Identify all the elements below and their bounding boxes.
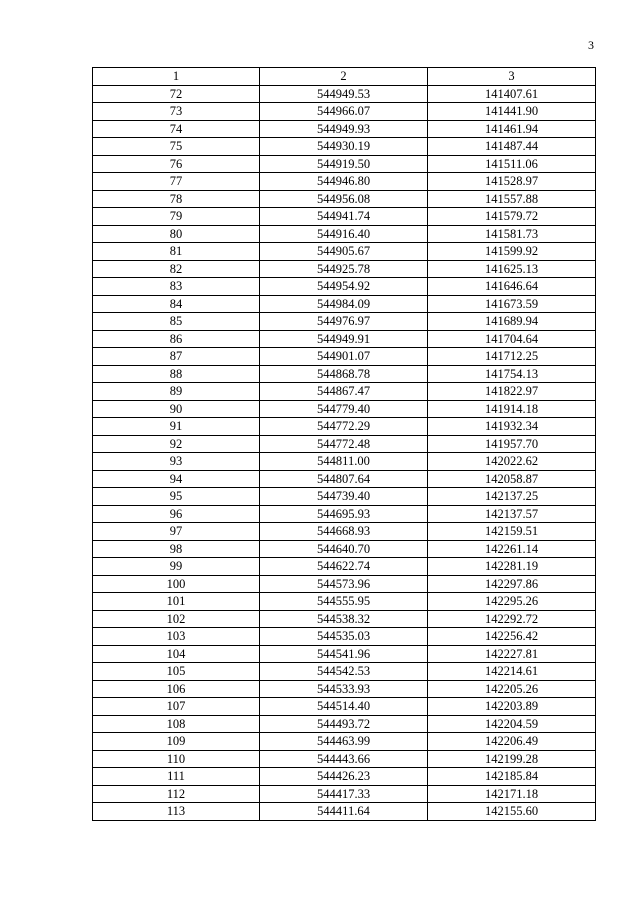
table-body — [93, 85, 596, 820]
cell-y-coordinate: 141599.92 — [428, 243, 596, 261]
cell-x-coordinate: 544772.48 — [260, 435, 428, 453]
table-row — [93, 418, 596, 436]
cell-y-coordinate: 141441.90 — [428, 103, 596, 121]
cell-x-coordinate: 544868.78 — [260, 365, 428, 383]
cell-point-number: 77 — [93, 173, 260, 191]
cell-x-coordinate: 544949.91 — [260, 330, 428, 348]
cell-y-coordinate: 141579.72 — [428, 208, 596, 226]
page-number: 3 — [588, 38, 594, 52]
cell-y-coordinate: 141625.13 — [428, 260, 596, 278]
table-row — [93, 540, 596, 558]
cell-x-coordinate: 544984.09 — [260, 295, 428, 313]
cell-x-coordinate: 544807.64 — [260, 470, 428, 488]
cell-y-coordinate: 141689.94 — [428, 313, 596, 331]
cell-y-coordinate: 141957.70 — [428, 435, 596, 453]
table-row — [93, 225, 596, 243]
cell-point-number: 96 — [93, 505, 260, 523]
table-row — [93, 785, 596, 803]
cell-y-coordinate: 141461.94 — [428, 120, 596, 138]
cell-y-coordinate: 141914.18 — [428, 400, 596, 418]
cell-point-number: 100 — [93, 575, 260, 593]
table-row — [93, 715, 596, 733]
table-row — [93, 453, 596, 471]
table-row — [93, 295, 596, 313]
cell-x-coordinate: 544514.40 — [260, 698, 428, 716]
cell-point-number: 101 — [93, 593, 260, 611]
cell-y-coordinate: 141646.64 — [428, 278, 596, 296]
cell-point-number: 86 — [93, 330, 260, 348]
table-row — [93, 85, 596, 103]
table-row — [93, 593, 596, 611]
table-row — [93, 365, 596, 383]
cell-point-number: 106 — [93, 680, 260, 698]
table-row — [93, 260, 596, 278]
cell-point-number: 109 — [93, 733, 260, 751]
cell-point-number: 93 — [93, 453, 260, 471]
cell-x-coordinate: 544966.07 — [260, 103, 428, 121]
cell-y-coordinate: 142155.60 — [428, 803, 596, 821]
cell-y-coordinate: 142137.57 — [428, 505, 596, 523]
table-row — [93, 523, 596, 541]
cell-x-coordinate: 544463.99 — [260, 733, 428, 751]
table-row — [93, 610, 596, 628]
table-row — [93, 470, 596, 488]
table-row — [93, 190, 596, 208]
cell-x-coordinate: 544949.93 — [260, 120, 428, 138]
cell-point-number: 113 — [93, 803, 260, 821]
table-header-row — [93, 68, 596, 86]
cell-y-coordinate: 142292.72 — [428, 610, 596, 628]
table-row — [93, 103, 596, 121]
cell-x-coordinate: 544901.07 — [260, 348, 428, 366]
cell-y-coordinate: 142137.25 — [428, 488, 596, 506]
cell-point-number: 91 — [93, 418, 260, 436]
cell-x-coordinate: 544555.95 — [260, 593, 428, 611]
cell-x-coordinate: 544925.78 — [260, 260, 428, 278]
cell-point-number: 95 — [93, 488, 260, 506]
cell-x-coordinate: 544573.96 — [260, 575, 428, 593]
cell-y-coordinate: 142281.19 — [428, 558, 596, 576]
cell-x-coordinate: 544954.92 — [260, 278, 428, 296]
cell-point-number: 74 — [93, 120, 260, 138]
cell-y-coordinate: 142206.49 — [428, 733, 596, 751]
cell-point-number: 87 — [93, 348, 260, 366]
cell-point-number: 98 — [93, 540, 260, 558]
cell-point-number: 107 — [93, 698, 260, 716]
cell-point-number: 72 — [93, 85, 260, 103]
table-row — [93, 505, 596, 523]
cell-y-coordinate: 142214.61 — [428, 663, 596, 681]
cell-x-coordinate: 544956.08 — [260, 190, 428, 208]
table-row — [93, 278, 596, 296]
cell-y-coordinate: 142297.86 — [428, 575, 596, 593]
cell-x-coordinate: 544867.47 — [260, 383, 428, 401]
cell-x-coordinate: 544779.40 — [260, 400, 428, 418]
cell-point-number: 92 — [93, 435, 260, 453]
cell-x-coordinate: 544772.29 — [260, 418, 428, 436]
cell-point-number: 110 — [93, 750, 260, 768]
table-row — [93, 558, 596, 576]
cell-point-number: 99 — [93, 558, 260, 576]
cell-x-coordinate: 544916.40 — [260, 225, 428, 243]
table-row — [93, 803, 596, 821]
cell-point-number: 112 — [93, 785, 260, 803]
cell-x-coordinate: 544443.66 — [260, 750, 428, 768]
cell-x-coordinate: 544535.03 — [260, 628, 428, 646]
table-row — [93, 680, 596, 698]
cell-y-coordinate: 142256.42 — [428, 628, 596, 646]
cell-point-number: 83 — [93, 278, 260, 296]
cell-y-coordinate: 141407.61 — [428, 85, 596, 103]
cell-y-coordinate: 141712.25 — [428, 348, 596, 366]
table-row — [93, 698, 596, 716]
table-row — [93, 313, 596, 331]
cell-point-number: 88 — [93, 365, 260, 383]
column-header-y: 3 — [428, 68, 596, 86]
cell-y-coordinate: 142227.81 — [428, 645, 596, 663]
cell-x-coordinate: 544695.93 — [260, 505, 428, 523]
table-row — [93, 173, 596, 191]
cell-y-coordinate: 141704.64 — [428, 330, 596, 348]
cell-x-coordinate: 544493.72 — [260, 715, 428, 733]
cell-y-coordinate: 141528.97 — [428, 173, 596, 191]
cell-y-coordinate: 142171.18 — [428, 785, 596, 803]
table-row — [93, 120, 596, 138]
cell-x-coordinate: 544417.33 — [260, 785, 428, 803]
cell-x-coordinate: 544411.64 — [260, 803, 428, 821]
cell-point-number: 79 — [93, 208, 260, 226]
cell-y-coordinate: 141557.88 — [428, 190, 596, 208]
table-row — [93, 138, 596, 156]
cell-x-coordinate: 544905.67 — [260, 243, 428, 261]
table-row — [93, 488, 596, 506]
cell-x-coordinate: 544976.97 — [260, 313, 428, 331]
table-row — [93, 435, 596, 453]
cell-x-coordinate: 544622.74 — [260, 558, 428, 576]
cell-x-coordinate: 544949.53 — [260, 85, 428, 103]
cell-point-number: 90 — [93, 400, 260, 418]
cell-point-number: 84 — [93, 295, 260, 313]
cell-point-number: 73 — [93, 103, 260, 121]
cell-y-coordinate: 141511.06 — [428, 155, 596, 173]
table-row — [93, 628, 596, 646]
cell-point-number: 78 — [93, 190, 260, 208]
cell-point-number: 76 — [93, 155, 260, 173]
cell-point-number: 75 — [93, 138, 260, 156]
table-row — [93, 330, 596, 348]
cell-y-coordinate: 142159.51 — [428, 523, 596, 541]
table-row — [93, 645, 596, 663]
cell-x-coordinate: 544811.00 — [260, 453, 428, 471]
table-row — [93, 155, 596, 173]
cell-point-number: 108 — [93, 715, 260, 733]
cell-point-number: 103 — [93, 628, 260, 646]
cell-x-coordinate: 544739.40 — [260, 488, 428, 506]
table-row — [93, 750, 596, 768]
cell-point-number: 104 — [93, 645, 260, 663]
cell-x-coordinate: 544919.50 — [260, 155, 428, 173]
cell-y-coordinate: 141487.44 — [428, 138, 596, 156]
cell-x-coordinate: 544668.93 — [260, 523, 428, 541]
cell-y-coordinate: 142295.26 — [428, 593, 596, 611]
cell-x-coordinate: 544541.96 — [260, 645, 428, 663]
column-header-x: 2 — [260, 68, 428, 86]
cell-y-coordinate: 142204.59 — [428, 715, 596, 733]
cell-y-coordinate: 141581.73 — [428, 225, 596, 243]
cell-y-coordinate: 142205.26 — [428, 680, 596, 698]
cell-point-number: 111 — [93, 768, 260, 786]
cell-point-number: 102 — [93, 610, 260, 628]
cell-point-number: 89 — [93, 383, 260, 401]
coordinates-table — [92, 67, 596, 821]
table-row — [93, 208, 596, 226]
cell-x-coordinate: 544538.32 — [260, 610, 428, 628]
cell-y-coordinate: 142185.84 — [428, 768, 596, 786]
table-row — [93, 768, 596, 786]
cell-x-coordinate: 544542.53 — [260, 663, 428, 681]
table-row — [93, 243, 596, 261]
cell-y-coordinate: 141673.59 — [428, 295, 596, 313]
cell-x-coordinate: 544941.74 — [260, 208, 428, 226]
cell-x-coordinate: 544946.80 — [260, 173, 428, 191]
cell-point-number: 81 — [93, 243, 260, 261]
cell-point-number: 85 — [93, 313, 260, 331]
cell-y-coordinate: 141932.34 — [428, 418, 596, 436]
cell-y-coordinate: 141822.97 — [428, 383, 596, 401]
cell-x-coordinate: 544533.93 — [260, 680, 428, 698]
cell-x-coordinate: 544426.23 — [260, 768, 428, 786]
cell-y-coordinate: 142261.14 — [428, 540, 596, 558]
table-row — [93, 383, 596, 401]
cell-y-coordinate: 141754.13 — [428, 365, 596, 383]
cell-y-coordinate: 142199.28 — [428, 750, 596, 768]
table-row — [93, 400, 596, 418]
cell-point-number: 80 — [93, 225, 260, 243]
cell-y-coordinate: 142022.62 — [428, 453, 596, 471]
table-row — [93, 348, 596, 366]
cell-x-coordinate: 544640.70 — [260, 540, 428, 558]
cell-point-number: 105 — [93, 663, 260, 681]
cell-y-coordinate: 142058.87 — [428, 470, 596, 488]
column-header-number: 1 — [93, 68, 260, 86]
table-row — [93, 575, 596, 593]
table-row — [93, 733, 596, 751]
cell-x-coordinate: 544930.19 — [260, 138, 428, 156]
cell-point-number: 94 — [93, 470, 260, 488]
cell-point-number: 97 — [93, 523, 260, 541]
cell-y-coordinate: 142203.89 — [428, 698, 596, 716]
table-row — [93, 663, 596, 681]
cell-point-number: 82 — [93, 260, 260, 278]
